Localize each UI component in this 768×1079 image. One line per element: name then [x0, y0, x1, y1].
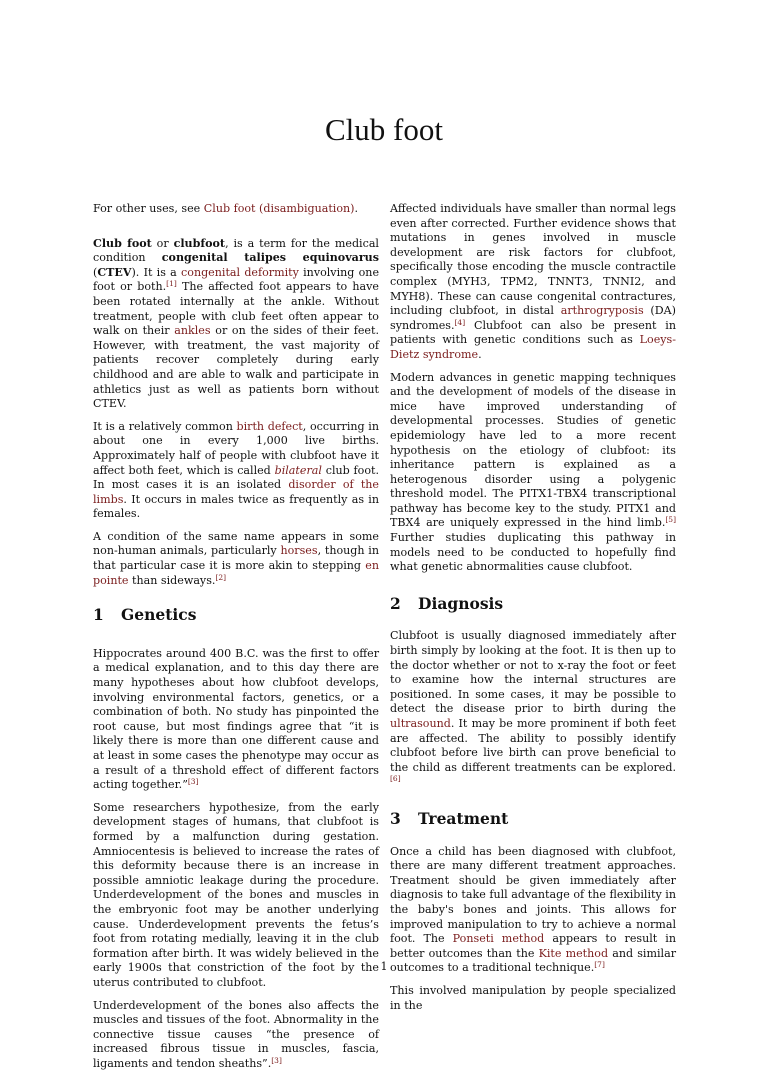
- arthrogryposis-link[interactable]: arthrogryposis: [560, 304, 644, 318]
- page-number: 1: [380, 960, 388, 973]
- ref-3-link[interactable]: [3]: [187, 777, 199, 787]
- ponseti-method-link[interactable]: Ponseti method: [452, 932, 545, 946]
- birth-defect-link[interactable]: birth defect: [236, 419, 303, 433]
- en-pointe-link[interactable]: en pointe: [93, 559, 379, 587]
- disambiguation-link[interactable]: Club foot (disambiguation): [203, 202, 355, 215]
- horses-link[interactable]: horses: [280, 544, 318, 558]
- intro-paragraph-1: Club foot or clubfoot, is a term for the medical condition congenital talipes equinovarus (CTEV). It is a congenital deformity involving one foot or both.[1] The affected foot appears to have been rotated internally at the ankle. Without treatment, people with club feet often appear to walk on their ankles or on the sides of their feet. However, with treatment, the vast majority of patients recover completely during early childhood and are able to walk and participate in athletics just as well as patients born without CTEV.: [93, 236, 380, 411]
- left-column: [93, 202, 379, 1079]
- diagnosis-paragraph-1: Clubfoot is usually diagnosed immediately after birth simply by looking at the foot. It is then up to the doctor whether or not to x-ray the foot or feet to examine how the internal structures are positioned. In some cases, it may be possible to detect the disease prior to birth during the ultrasound. It may be more prominent if both feet are affected. The ability to possibly identify clubfoot before live birth can prove beneficial to the child as different treatments can be explored.[6]: [390, 629, 676, 784]
- bilateral-link[interactable]: bilateral: [274, 463, 322, 477]
- ankles-link[interactable]: ankles: [174, 324, 211, 338]
- hatnote: For other uses, see Club foot (disambiguation).: [93, 202, 359, 215]
- ref-3b-link[interactable]: [3]: [271, 1055, 282, 1065]
- ref-4-link[interactable]: [4]: [454, 317, 466, 327]
- congenital-deformity-link[interactable]: congenital deformity: [181, 265, 299, 279]
- ref-2-link[interactable]: [2]: [215, 572, 227, 582]
- right-column: [390, 202, 676, 1021]
- treatment-paragraph-1: Once a child has been diagnosed with clubfoot, there are many different treatment approaches. Treatment should be given immediately after diagnosis to take full advantage of the flexibility in the baby's bones and joints. This allows for improved manipulation to try to achieve a normal foot. The Ponseti method appears to result in better outcomes than the Kite method and similar outcomes to a traditional technique.[7]: [390, 844, 676, 975]
- ref-7-link[interactable]: [7]: [594, 960, 605, 970]
- section-heading-treatment: 3 Treatment: [390, 808, 509, 828]
- ref-6-link[interactable]: [6]: [390, 774, 401, 784]
- loeys-dietz-link[interactable]: Loeys-Dietz syndrome: [390, 333, 676, 361]
- intro-paragraph-3: A condition of the same name appears in some non-human animals, particularly horses, though in that particular case it is more akin to stepping en pointe than sideways.[2]: [93, 529, 379, 587]
- genetics-paragraph-3: Underdevelopment of the bones also affects the muscles and tissues of the foot. Abnormality in the connective tissue causes “the presence of increased fibrous tissue in muscles, fascia, ligaments and tendon sheaths”.[3]: [93, 998, 379, 1070]
- genetics-paragraph-1: Hippocrates around 400 B.C. was the first to offer a medical explanation, and to this day there are many hypotheses about how clubfoot develops, involving environmental factors, genetics, or a combination of both. No study has pinpointed the root cause, but most findings agree that “it is likely there is more than one different cause and at least in some cases the phenotype may occur as a result of a threshold effect of different factors acting together.”[3]: [93, 646, 379, 792]
- intro-paragraph-2: It is a relatively common birth defect, occurring in about one in every 1,000 live births. Approximately half of people with clubfoot have it affect both feet, which is called bilateral club foot. In most cases it is an isolated disorder of the limbs. It occurs in males twice as frequently as in females.: [93, 419, 380, 521]
- page-title: Club foot: [325, 112, 443, 147]
- kite-method-link[interactable]: Kite method: [538, 946, 609, 960]
- section-heading-diagnosis: 2 Diagnosis: [390, 593, 504, 613]
- genetics-paragraph-2: Some researchers hypothesize, from the early development stages of humans, that clubfoot is formed by a malfunction during gestation. Amniocentesis is believed to increase the rates of this deformity because there is an increase in possible amniotic leakage during the procedure. Underdevelopment of the bones and muscles in the embryonic foot may be another underlying cause. Underdevelopment prevents the fetus’s foot from rotating medially, leaving it in the club formation after birth. It was widely believed in the early 1900s that constriction of the foot by the uterus contributed to clubfoot.: [93, 800, 379, 989]
- genetics-paragraph-4: Modern advances in genetic mapping techniques and the development of models of the disease in mice have improved understanding of developmental processes. Studies of genetic epidemiology have led to a more recent hypothesis on the etiology of clubfoot: its inheritance pattern is explained as a heterogenous disorder using a polygenic threshold model. The PITX1-TBX4 transcriptional pathway has become key to the study. PITX1 and TBX4 are uniquely expressed in the hind limb.[5] Further studies duplicating this pathway in models need to be conducted to hopefully find what genetic abnormalities cause clubfoot.: [390, 370, 676, 574]
- genetics-paragraph-3-continued: Affected individuals have smaller than normal legs even after corrected. Further evidence shows that mutations in genes involved in muscle development are risk factors for clubfoot, specifically those encoding the muscle contractile complex (MYH3, TPM2, TNNT3, TNNI2, and MYH8). These can cause congenital contractures, including clubfoot, in distal arthrogryposis (DA) syndromes.[4] Clubfoot can also be present in patients with genetic conditions such as Loeys-Dietz syndrome.: [390, 202, 676, 361]
- ref-5-link[interactable]: [5]: [665, 515, 676, 525]
- disorder-of-limbs-link[interactable]: disorder of the limbs: [93, 478, 379, 506]
- ref-1-link[interactable]: [1]: [166, 279, 177, 289]
- treatment-paragraph-2: This involved manipulation by people specialized in the: [390, 983, 676, 1012]
- ultrasound-link[interactable]: ultrasound: [390, 717, 451, 730]
- section-heading-genetics: 1 Genetics: [93, 605, 197, 625]
